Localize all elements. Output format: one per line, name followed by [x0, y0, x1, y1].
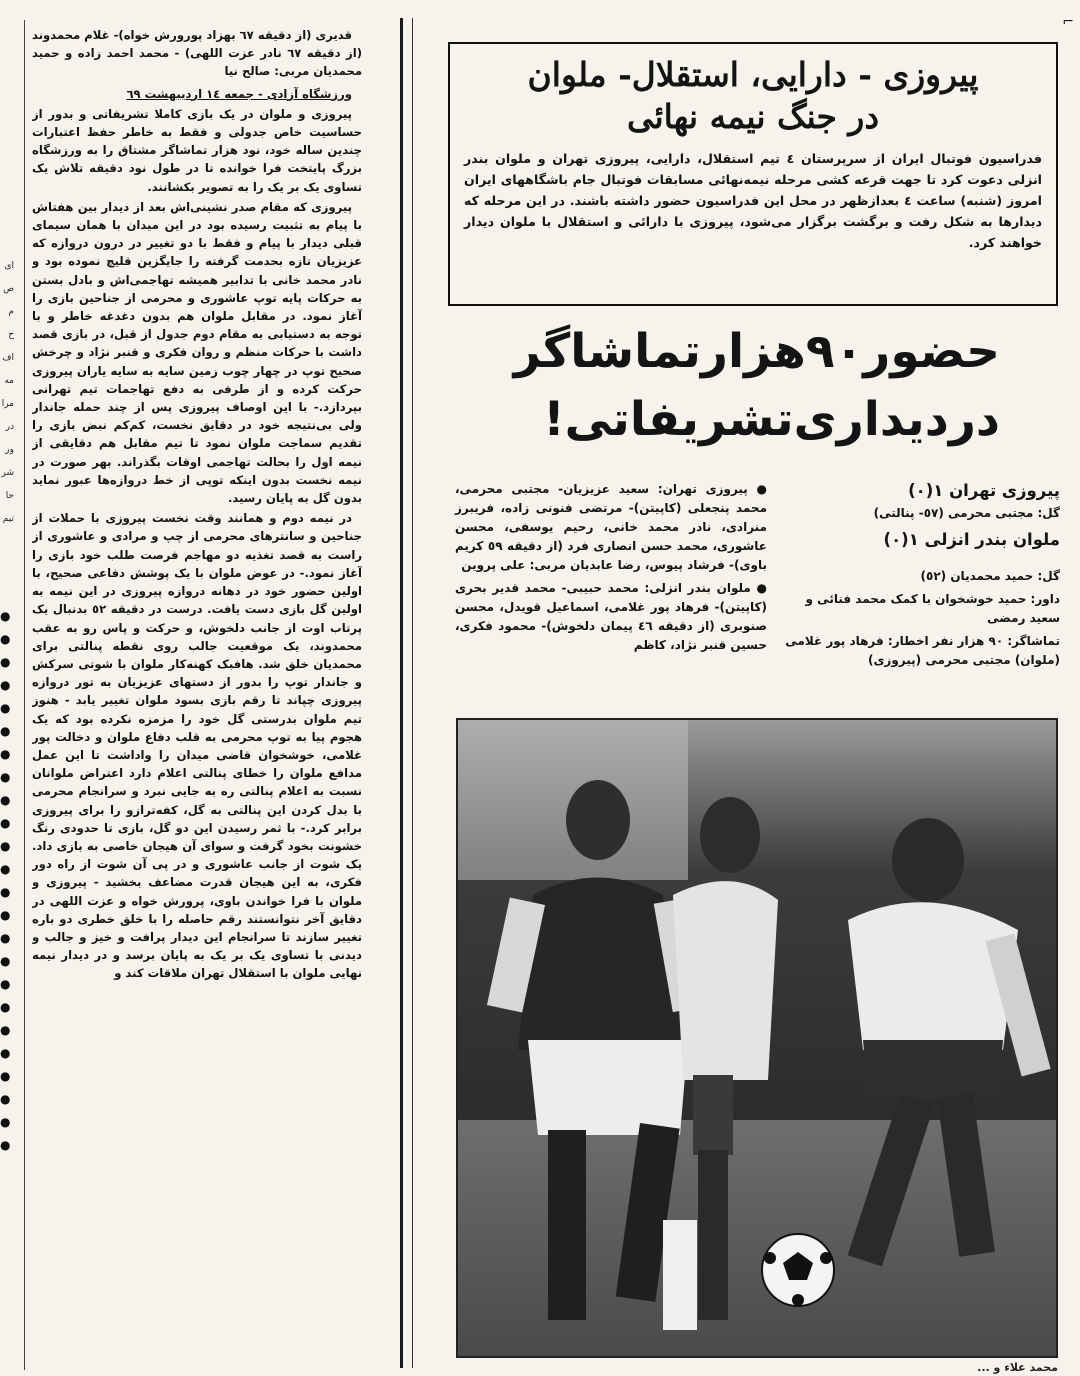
headline-line: دردیداری‌تشریفاتی!: [543, 392, 1000, 447]
edge-bullet: ●: [0, 1000, 11, 1014]
edge-text-fragment: ور: [5, 445, 14, 455]
spectators-line: تماشاگر: ٩٠ هزار نفر اخطار: فرهاد پور غلامی (ملوان) مجتبی محرمی (پیروزی): [785, 634, 1060, 667]
team2-score: ملوان بندر انزلی ۱(۰): [883, 530, 1060, 549]
edge-bullet: ●: [0, 1092, 11, 1106]
edge-bullet: ●: [0, 931, 11, 945]
edge-bullet: ●: [0, 609, 11, 623]
edge-bullet: ●: [0, 1115, 11, 1129]
team1-score: پیروزی تهران ۱(۰): [908, 481, 1060, 500]
left-edge-rule: [24, 20, 25, 1370]
edge-bullet: ●: [0, 678, 11, 692]
edge-bullet: ●: [0, 977, 11, 991]
edge-bullet: ●: [0, 908, 11, 922]
edge-text-fragment: حا: [5, 491, 14, 501]
match-photo: [456, 718, 1058, 1358]
venue-line: ورزشگاه آزادی - جمعه ١٤ اردیبهشت ٦٩: [126, 86, 352, 101]
edge-bullet: ●: [0, 1138, 11, 1152]
edge-bullet: ●: [0, 770, 11, 784]
edge-bullet: ●: [0, 655, 11, 669]
edge-text-fragment: مرا: [1, 399, 14, 409]
edge-bullet: ●: [0, 954, 11, 968]
edge-bullet: ●: [0, 701, 11, 715]
box-title-line: در جنگ نیمه نهائی: [626, 97, 880, 136]
football: [762, 1234, 834, 1306]
edge-text-fragment: مه: [4, 376, 14, 386]
edge-bullet: ●: [0, 1023, 11, 1037]
edge-text-fragment: ح: [8, 330, 14, 340]
column-divider: [400, 18, 403, 1368]
box-title: [464, 54, 1042, 138]
corner-mark: ⌐: [1062, 14, 1074, 30]
edge-text-fragment: م: [8, 307, 14, 317]
team-lineups: [455, 480, 767, 659]
edge-bullet: ●: [0, 1069, 11, 1083]
box-body: فدراسیون فوتبال ایران از سرپرستان ٤ تیم استقلال، دارایی، پیروزی تهران و ملوان بندر انزلی دعوت کرد تا جهت قرعه کشی مرحله نیمه‌نهائی مسابقات فوتبال جام باشگاههای ایران امروز (شنبه) ساعت ٤ بعدازظهر در محل این فدراسیون حضور داشته باشند. در این مرحله که دیدارها به شکل رفت و برگشت برگزار می‌شود، پیروزی با دارائی و استقلال با ملوان دیدار خواهند کرد.: [464, 151, 1042, 250]
semifinal-news-box: [448, 42, 1058, 306]
headline-line: حضور۹۰هزارتماشاگر: [513, 324, 1000, 379]
referee-line: داور: حمید خوشخوان با کمک محمد فنائی و سعید رمضی: [805, 592, 1060, 625]
edge-text-fragment: شر: [1, 468, 14, 478]
edge-bullet: ●: [0, 862, 11, 876]
edge-bullet: ●: [0, 724, 11, 738]
edge-text-fragment: در: [5, 422, 14, 432]
team1-goals: گل: مجتبی محرمی (٥٧- پنالتی): [873, 506, 1060, 520]
lineup-perspolis: ● پیروزی تهران: سعید عزیزیان- مجتبی محرمی، محمد پنجعلی (کاپیتن)- مرتضی فنونی زاده، فریبرز منرادی، نادر محمد خانی، رحیم یوسفی، محسن عاشوری، محمد حسن انصاری فرد (از دقیقه ٥٩ کریم باوی)- فرشاد پیوس، رضا عابدیان مربی: علی پروین: [455, 482, 767, 572]
edge-text-fragment: ص: [3, 284, 14, 294]
edge-bullet: ●: [0, 1046, 11, 1060]
edge-text-fragment: تیم: [2, 514, 14, 524]
edge-bullet: ●: [0, 839, 11, 853]
report-paragraph: پیروزی که مقام صدر نشینی‌اش بعد از دیدار بین هفتاش با پیام به تثبیت رسیده بود در این میدان با همان سیمای قبلی دیدار با پیام و فقط با دو تغییر در درون دروازه که عزیزیان تازه بحدمت گرفته را جایگزین قلیچ نموده بود و نادر محمد خانی با تدابیر همیشه تهاجمی‌اش و بادل بستن به حرکات پایه توپ عاشوری و محرمی از جناحین بازی را آغاز نمود. در مقابل ملوان هم بدون دغدغه خاطر و با توجه به دستیابی به مقام دوم جدول از قبل، در بازی قصد داشت با حرکات منظم و روان فکری و قنبر نژاد و چرخش صحیح توپ در چهار چوب زمین سایه به سایه یاران پیروزی حرکت کرده و از طرفی به دفع تهاجمات تیم تهرانی بپردازد.- با این اوصاف پیروزی پس از چند حمله جاندار ولی بی‌نتیجه خود در دقایق نخست، کم‌کم نبض بازی را تقدیم سماجت ملوان نمود تا تیم مقابل هم دقایقی از نیمه اول را بحالت تهاجمی اوقات بگذراند. بهر صورت در نیمه نخست بدون اینکه توپی از خط دروازه‌ها عبور نماید بدون گل به پایان رسید.: [32, 199, 362, 506]
lineup-malavan: ● ملوان بندر انزلی: محمد حبیبی- محمد قدیر بحری (کاپیتن)- فرهاد پور غلامی، اسماعیل قویدل، محسن صنوبری (از دقیقه ٤٦ پیمان دلخوش)- محمود فکری، حسین قنبر نژاد، کاظم: [455, 581, 767, 652]
column-divider-thin: [412, 18, 413, 1368]
photo-caption: محمد علاء و ...: [977, 1361, 1058, 1374]
edge-bullet: ●: [0, 885, 11, 899]
team2-goals: گل: حمید محمدیان (٥٢): [920, 569, 1060, 583]
report-paragraph: پیروزی و ملوان در یک بازی کاملا تشریفاتی و بدور از حساسیت خاص جدولی و فقط به خاطر حفظ اعتبارات چندین ساله خود، نود هزار تماشاگر مشتاق را به ورزشگاه بزرگ پایتخت فرا خوانده تا در طول نود دقیقه تلاش یک تساوی یک بر یک را به تصویر بکشانند.: [32, 106, 362, 194]
left-edge-bullets: [0, 605, 18, 1157]
main-headline: [460, 318, 1000, 454]
edge-bullet: ●: [0, 816, 11, 830]
edge-bullet: ●: [0, 793, 11, 807]
substitutes-paragraph: قدیری (از دقیقه ٦٧ بهزاد پورورش خواه)- غلام محمدوند (از دقیقه ٦٧ نادر عزت اللهی) - محمد احمد زاده و حمید محمدیان مربی: صالح نیا: [32, 28, 362, 79]
box-title-line: پیروزی - دارایی، استقلال- ملوان: [527, 55, 979, 94]
edge-text-fragment: ای: [4, 261, 14, 271]
report-paragraph: در نیمه دوم و همانند وقت نخست پیروزی با حملات از جناحین و سانترهای محرمی از چپ و مرادی و عاشوری از راست به قصد تغذیه دو مهاجم فرصت طلب خود بازی را آغاز نمود.- در عوض ملوان با یک پوشش دفاعی صحیح، با اولین حضور خود در دهانه دروازه پیروزی در این نیمه به اولین گل بازی دست یافت. درست در دقیقه ٥٢ بدنبال یک پرتاب اوت از جانب دلخوش، و حرکت و پاس رو به عقب محمدوند، یک موقعیت جالب روی نقطه پنالتی برای محمدیان خلق شد. هافبک کهنه‌کار ملوان با شوتی سرکش و جاندار توپ را بدور از دستهای عزیزیان به تور دروازه پیروزی چپاند تا رقم بازی بسود ملوان تغییر یابد - هنوز تیم ملوان بدرستی گل خود را مزمزه نکرده بود که یک هجوم پیا به توپ محرمی به قلب دفاع ملوان و دخالت پور غلامی، خوشخوان قاضی میدان را واداشت تا این عمل مدافع ملوان را خطای پنالتی اعلام دارد اعتراض ملوانان نسبت به اعلام پنالتی ره به جایی نبرد و سرانجام محرمی با بدل کردن این پنالتی به گل، کفه‌ترازو را برای پیروزی برابر کرد.- با ثمر رسیدن این دو گل، بازی تا حدودی رنگ خشونت بخود گرفت و سوای آن هیجان خاصی به بازی داد. یک شوت از جانب عاشوری و در پی آن شوت از راه دور فکری، به این هیجان قدرت مضاعف بخشید - پیروزی و ملوان با فرا خواندن باوی، پرورش خواه و عزت اللهی در دقایق آخر نتوانستند رقم حاصله را با خلق خطری دو باره تغییر سازند تا سرانجام این دیدار پرافت و خیز و جالب و دیدنی با تساوی یک بر یک به پایان برسد و در دیدار نیمه نهایی ملوان با استقلال تهران ملاقات کند و: [32, 511, 362, 981]
edge-text-fragment: اف: [2, 353, 14, 363]
match-photo-illustration: [458, 720, 1056, 1356]
match-report-column: [32, 26, 362, 1368]
edge-bullet: ●: [0, 747, 11, 761]
match-result-box: [775, 478, 1060, 674]
edge-bullet: ●: [0, 632, 11, 646]
